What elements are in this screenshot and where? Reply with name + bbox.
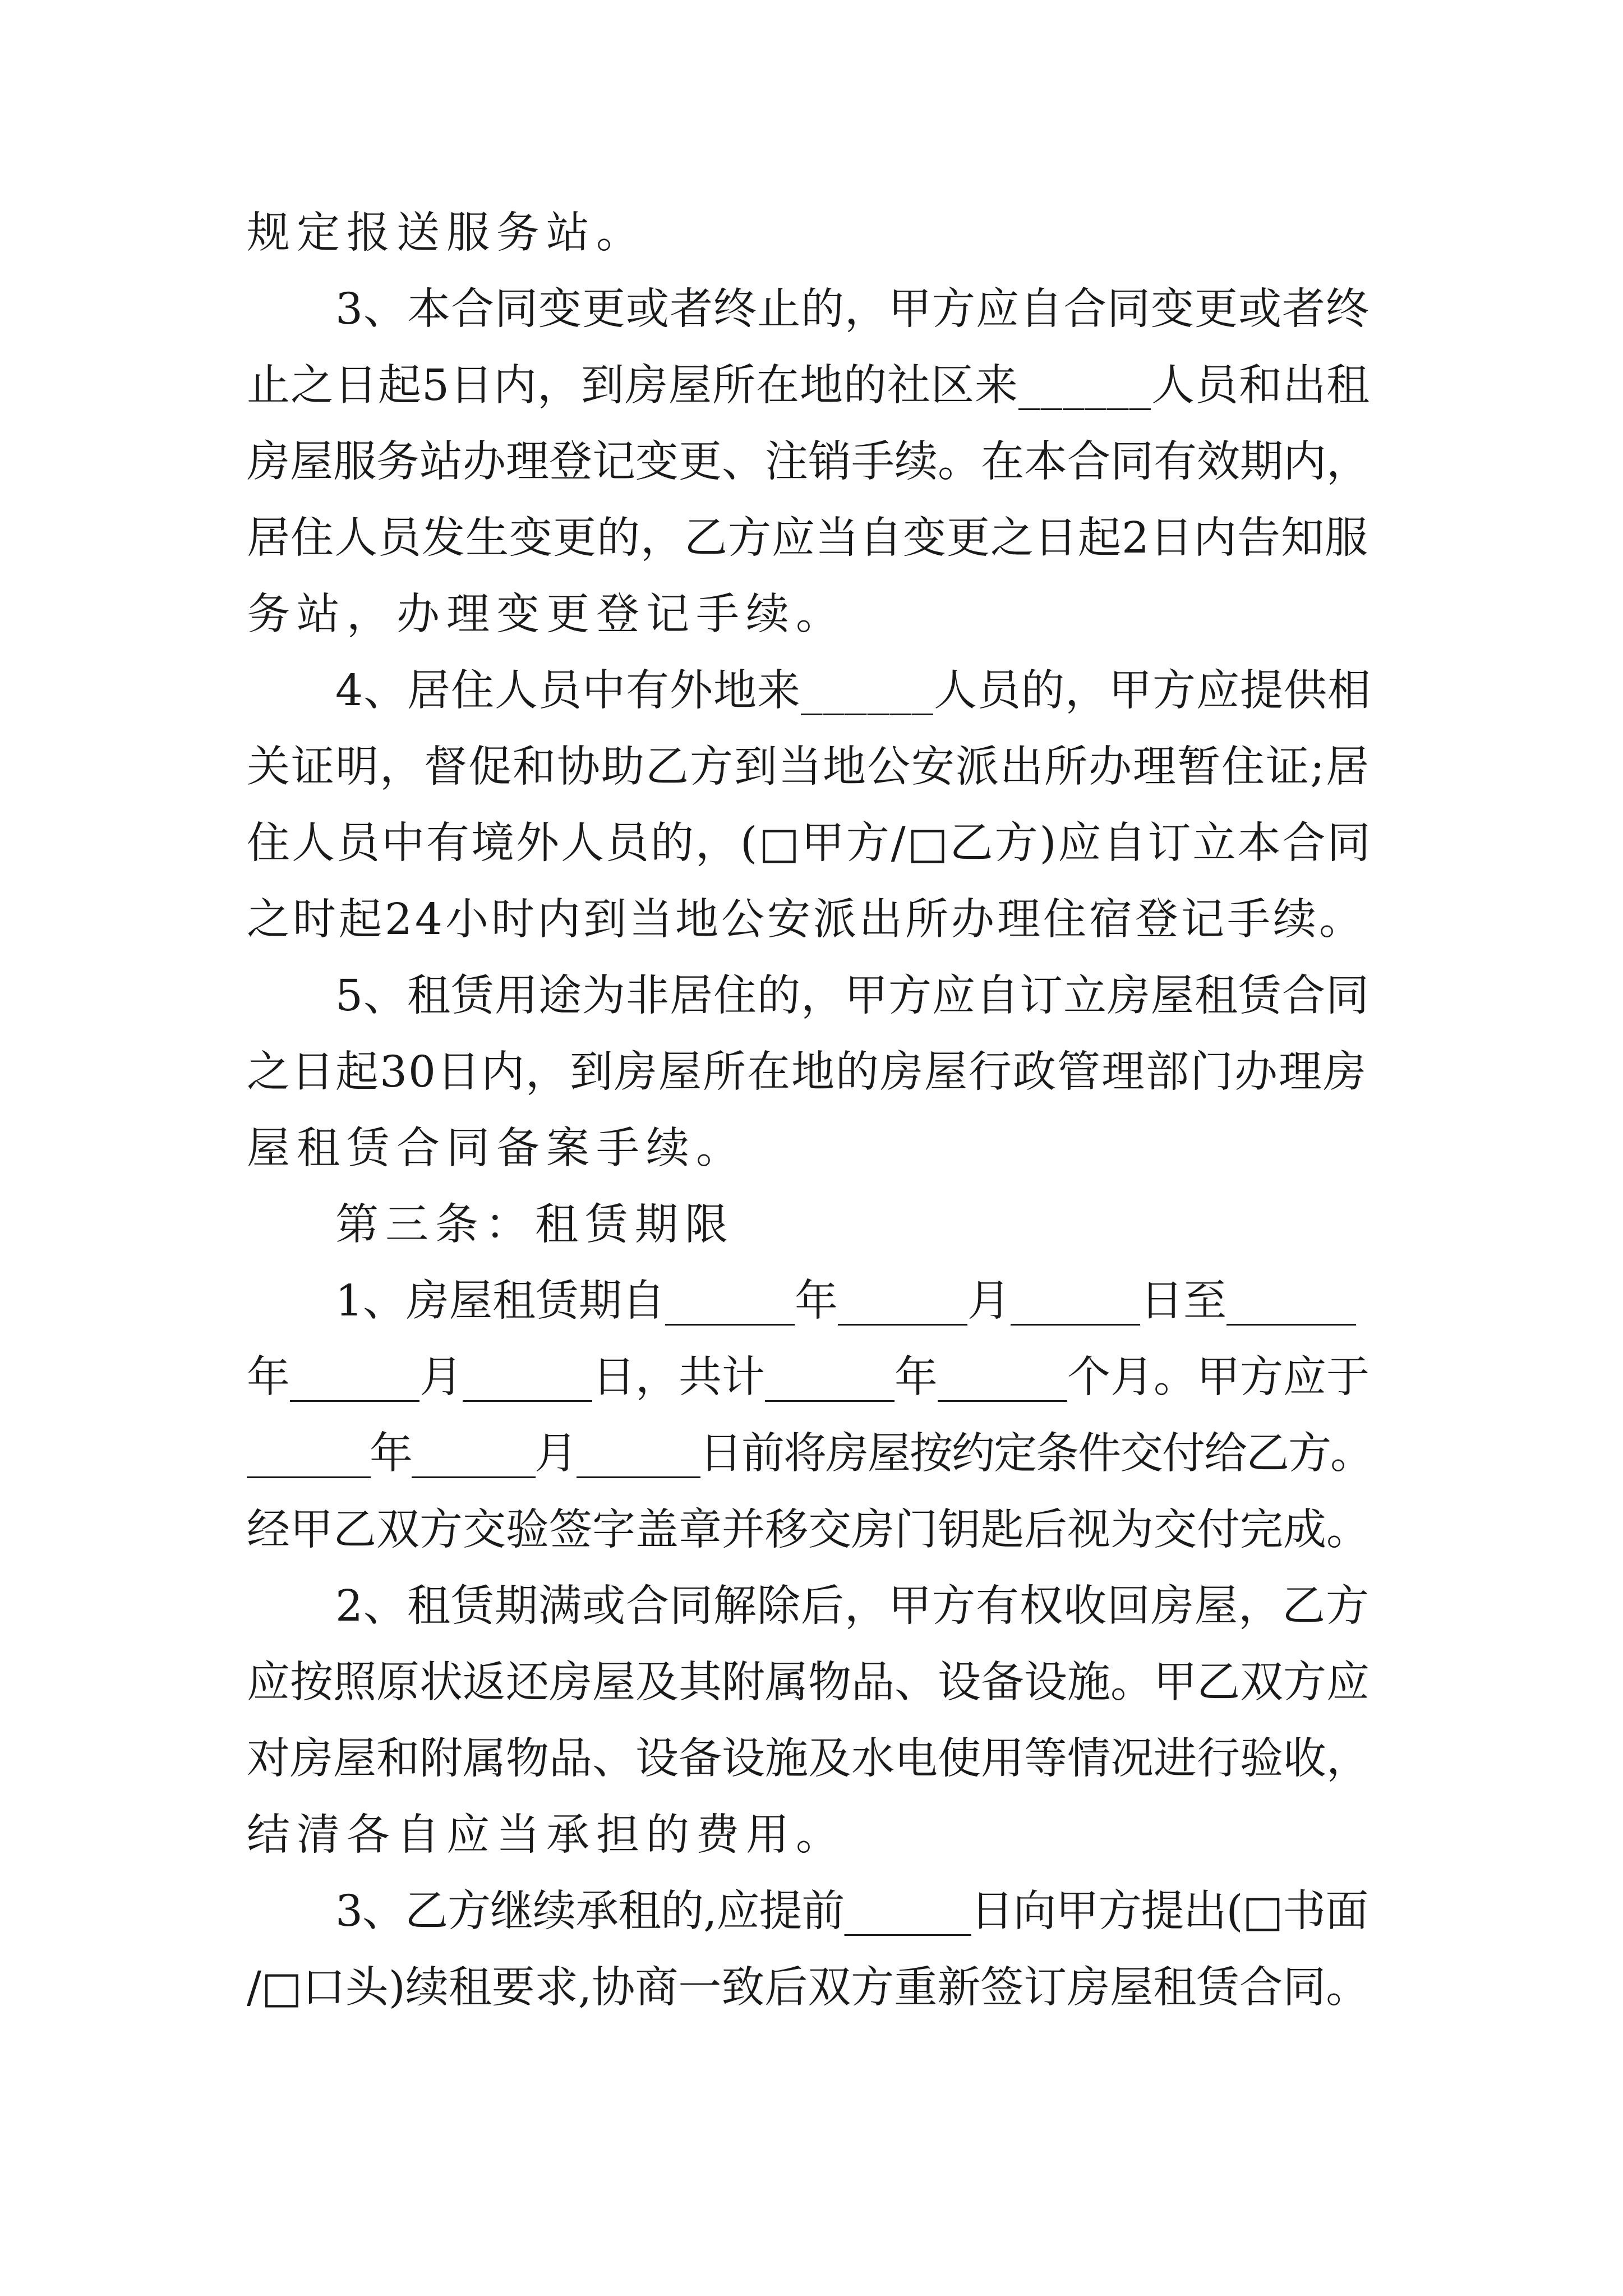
text-line: 房屋服务站办理登记变更、注销手续。在本合同有效期内， — [247, 437, 1370, 487]
text-line: 2、租赁期满或合同解除后，甲方有权收回房屋，乙方 — [335, 1581, 1370, 1631]
text-line: 住人员中有境外人员的，(□甲方/□乙方)应自订立本合同 — [247, 818, 1372, 868]
text-line: 3、本合同变更或者终止的，甲方应自合同变更或者终 — [335, 284, 1370, 334]
text-line: 之日起30日内，到房屋所在地的房屋行政管理部门办理房 — [247, 1047, 1367, 1097]
text-line: ______年______月______日前将房屋按约定条件交付给乙方。 — [247, 1429, 1372, 1479]
section-heading: 第三条：租赁期限 — [335, 1200, 735, 1250]
text-line: 4、居住人员中有外地来______人员的，甲方应提供相 — [335, 666, 1371, 716]
text-line: 1、房屋租赁期自______年______月______日至______ — [335, 1276, 1356, 1326]
text-line: 年______月______日，共计______年______个月。甲方应于 — [247, 1352, 1370, 1402]
text-line: 3、乙方继续承租的,应提前______日向甲方提出(□书面 — [335, 1887, 1368, 1936]
text-line: 之时起24小时内到当地公安派出所办理住宿登记手续。 — [247, 895, 1365, 945]
text-line: 居住人员发生变更的，乙方应当自变更之日起2日内告知服 — [247, 513, 1368, 563]
text-line: 务站，办理变更登记手续。 — [247, 590, 846, 639]
text-line: 应按照原状返还房屋及其附属物品、设备设施。甲乙双方应 — [247, 1658, 1370, 1708]
text-line: /□口头)续租要求,协商一致后双方重新签订房屋租赁合同。 — [247, 1963, 1370, 2013]
text-line: 经甲乙双方交验签字盖章并移交房门钥匙后视为交付完成。 — [247, 1505, 1370, 1555]
text-line: 屋租赁合同备案手续。 — [247, 1124, 746, 1174]
text-line: 规定报送服务站。 — [247, 208, 646, 258]
text-line: 结清各自应当承担的费用。 — [247, 1810, 846, 1860]
text-line: 5、租赁用途为非居住的，甲方应自订立房屋租赁合同 — [335, 971, 1370, 1021]
text-line: 关证明，督促和协助乙方到当地公安派出所办理暂住证;居 — [247, 742, 1370, 792]
text-line: 止之日起5日内，到房屋所在地的社区来______人员和出租 — [247, 361, 1370, 411]
text-line: 对房屋和附属物品、设备设施及水电使用等情况进行验收， — [247, 1734, 1370, 1784]
